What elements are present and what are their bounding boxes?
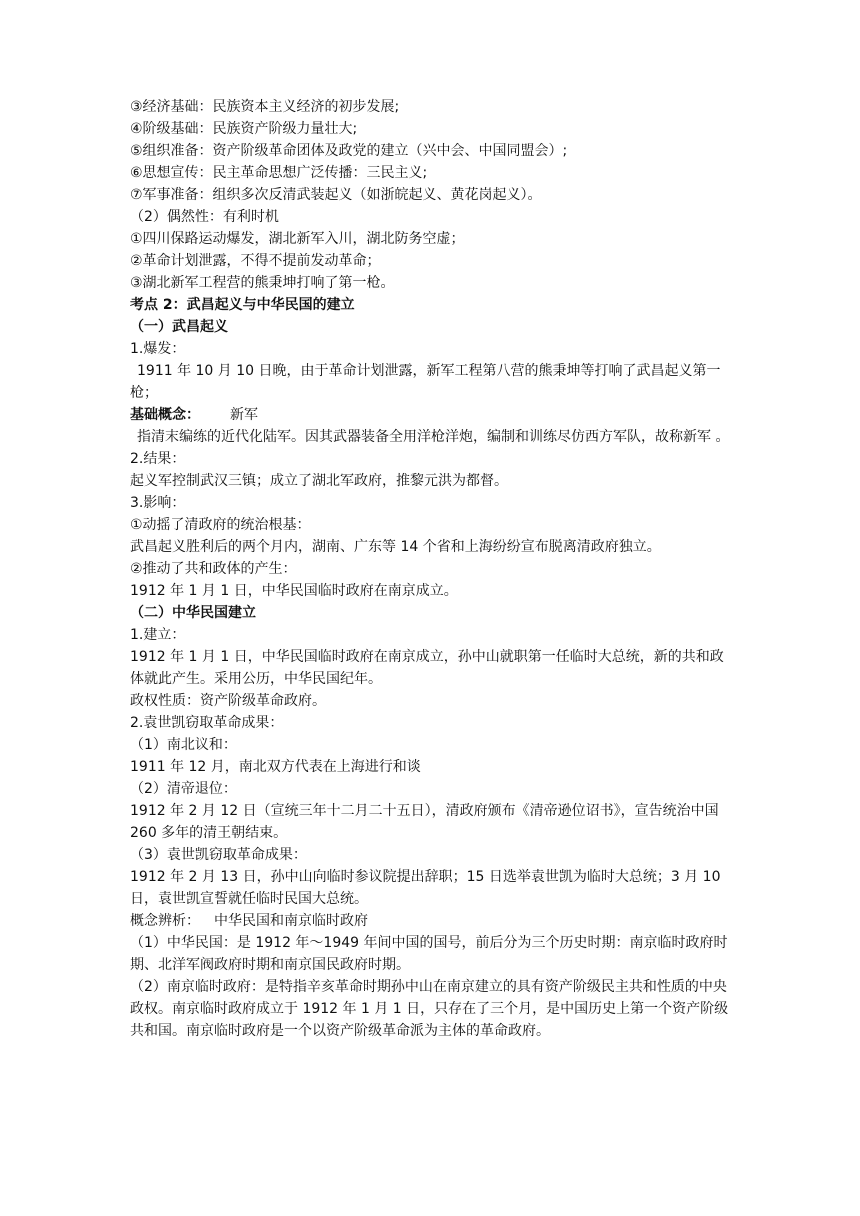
paragraph-line: （2）清帝退位：	[130, 781, 237, 797]
paragraph-line: ③湖北新军工程营的熊秉坤打响了第一枪。	[130, 275, 395, 291]
paragraph-line: ①四川保路运动爆发，湖北新军入川，湖北防务空虚；	[130, 231, 465, 247]
document-page	[130, 96, 730, 1042]
paragraph-line: （1）南北议和：	[130, 737, 237, 753]
paragraph-line: 2.结果：	[130, 451, 186, 467]
paragraph-line: ⑥思想宣传：民主革命思想广泛传播：三民主义;	[130, 165, 428, 181]
paragraph-line: ②推动了共和政体的产生：	[130, 561, 297, 577]
concept-term: 新军	[230, 407, 258, 423]
paragraph-line: 政权性质：资产阶级革命政府。	[130, 693, 326, 709]
section-heading: （二）中华民国建立	[130, 605, 256, 621]
paragraph-line: （2）偶然性：有利时机	[130, 209, 279, 225]
paragraph-line: ④阶级基础：民族资产阶级力量壮大;	[130, 121, 358, 137]
paragraph-line: 武昌起义胜利后的两个月内，湖南、广东等 14 个省和上海纷纷宣布脱离清政府独立。	[130, 539, 661, 555]
paragraph-line: 3.影响：	[130, 495, 186, 511]
paragraph-line: 1912 年 1 月 1 日，中华民国临时政府在南京成立，孙中山就职第一任临时大总统，新的共和政体就此产生。采用公历，中华民国纪年。	[130, 649, 724, 687]
concept-label: 概念辨析：	[130, 913, 200, 929]
paragraph-line: ②革命计划泄露，不得不提前发动革命；	[130, 253, 381, 269]
paragraph-line: 1912 年 1 月 1 日，中华民国临时政府在南京成立。	[130, 583, 458, 599]
paragraph-line: ⑦军事准备：组织多次反清武装起义（如浙皖起义、黄花岗起义）。	[130, 187, 542, 203]
paragraph-line: ③经济基础：民族资本主义经济的初步发展;	[130, 99, 400, 115]
paragraph-line: 1.建立：	[130, 627, 186, 643]
paragraph-line: （2）南京临时政府：是特指辛亥革命时期孙中山在南京建立的具有资产阶级民主共和性质的中央政权。南京临时政府成立于 1912 年 1 月 1 日，只存在了三个月，是中国历史上第一个资产阶级共和国。南京临时政府是一个以资产阶级革命派为主体的革命政府。	[130, 979, 729, 1039]
concept-line	[130, 404, 730, 426]
paragraph-line: 1911 年 10 月 10 日晚，由于革命计划泄露，新军工程第八营的熊秉坤等打响了武昌起义第一枪；	[130, 363, 721, 401]
paragraph-line: 指清末编练的近代化陆军。因其武器装备全用洋枪洋炮，编制和训练尽仿西方军队，故称新军 。	[137, 429, 730, 445]
paragraph-line: 1.爆发：	[130, 341, 186, 357]
concept-line	[130, 910, 730, 932]
concept-term: 中华民国和南京临时政府	[214, 913, 368, 929]
section-heading: 考点 2：武昌起义与中华民国的建立	[130, 297, 355, 313]
paragraph-line: 1912 年 2 月 13 日，孙中山向临时参议院提出辞职；15 日选举袁世凯为临时大总统；3 月 10 日，袁世凯宣誓就任临时民国大总统。	[130, 869, 721, 907]
paragraph-line: ⑤组织准备：资产阶级革命团体及政党的建立（兴中会、中国同盟会）;	[130, 143, 568, 159]
paragraph-line: 1911 年 12 月，南北双方代表在上海进行和谈	[130, 759, 421, 775]
paragraph-line: 2.袁世凯窃取革命成果：	[130, 715, 284, 731]
paragraph-line: 起义军控制武汉三镇；成立了湖北军政府，推黎元洪为都督。	[130, 473, 508, 489]
paragraph-line: 1912 年 2 月 12 日（宣统三年十二月二十五日），清政府颁布《清帝逊位诏书》，宣告统治中国 260 多年的清王朝结束。	[130, 803, 719, 841]
paragraph-line: ①动摇了清政府的统治根基：	[130, 517, 311, 533]
paragraph-line: （1）中华民国：是 1912 年～1949 年间中国的国号，前后分为三个历史时期：南京临时政府时期、北洋军阀政府时期和南京国民政府时期。	[130, 935, 728, 973]
paragraph-line: （3）袁世凯窃取革命成果：	[130, 847, 307, 863]
concept-label: 基础概念：	[130, 407, 200, 423]
section-heading: （一）武昌起义	[130, 319, 228, 335]
